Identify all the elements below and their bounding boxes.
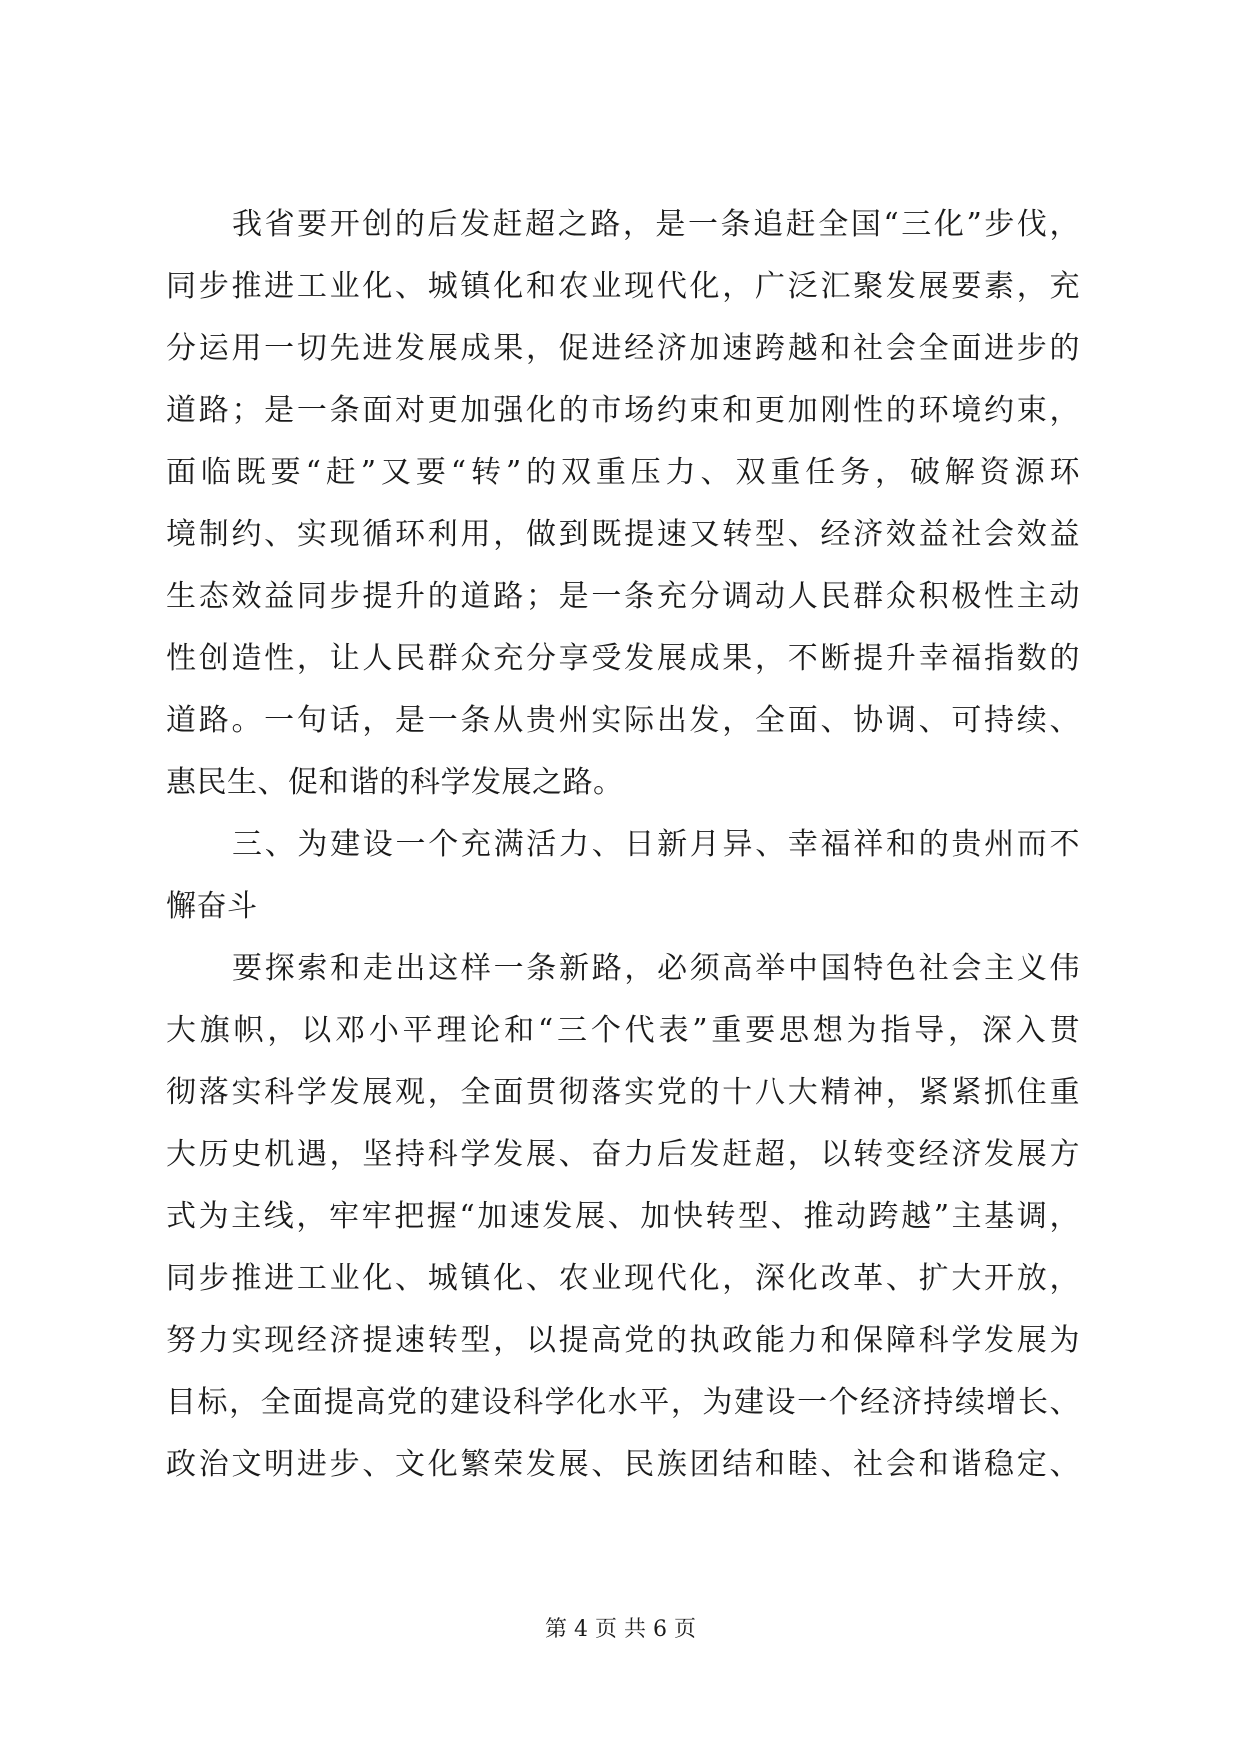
text-line: 努力实现经济提速转型，以提高党的执政能力和保障科学发展为 (166, 1323, 1080, 1358)
text-line: 生态效益同步提升的道路；是一条充分调动人民群众积极性主动 (166, 579, 1080, 614)
text-line: 式为主线，牢牢把握“加速发展、加快转型、推动跨越”主基调， (166, 1199, 1080, 1234)
text-line: 大旗帜，以邓小平理论和“三个代表”重要思想为指导，深入贯 (166, 1013, 1080, 1048)
text-line: 惠民生、促和谐的科学发展之路。 (166, 765, 624, 800)
page-number-footer: 第 4 页 共 6 页 (545, 1617, 696, 1642)
text-line: 彻落实科学发展观，全面贯彻落实党的十八大精神，紧紧抓住重 (166, 1075, 1080, 1110)
text-line: 目标，全面提高党的建设科学化水平，为建设一个经济持续增长、 (166, 1385, 1080, 1420)
text-line: 道路。一句话，是一条从贵州实际出发，全面、协调、可持续、 (166, 703, 1080, 738)
text-line: 性创造性，让人民群众充分享受发展成果，不断提升幸福指数的 (166, 641, 1080, 676)
section-heading-line: 懈奋斗 (166, 889, 258, 924)
text-line: 分运用一切先进发展成果，促进经济加速跨越和社会全面进步的 (166, 331, 1080, 366)
text-line: 境制约、实现循环利用，做到既提速又转型、经济效益社会效益 (166, 517, 1080, 552)
section-heading-line: 三、为建设一个充满活力、日新月异、幸福祥和的贵州而不 (232, 827, 1080, 862)
text-line: 同步推进工业化、城镇化、农业现代化，深化改革、扩大开放， (166, 1261, 1080, 1296)
text-line: 要探索和走出这样一条新路，必须高举中国特色社会主义伟 (232, 951, 1080, 986)
text-line: 同步推进工业化、城镇化和农业现代化，广泛汇聚发展要素，充 (166, 269, 1080, 304)
text-line: 大历史机遇，坚持科学发展、奋力后发赶超，以转变经济发展方 (166, 1137, 1080, 1172)
body-text (166, 194, 1080, 1574)
text-line: 道路；是一条面对更加强化的市场约束和更加刚性的环境约束， (166, 393, 1080, 428)
text-line: 我省要开创的后发赶超之路，是一条追赶全国“三化”步伐， (232, 207, 1080, 242)
text-line: 面临既要“赶”又要“转”的双重压力、双重任务，破解资源环 (166, 455, 1080, 490)
text-line: 政治文明进步、文化繁荣发展、民族团结和睦、社会和谐稳定、 (166, 1447, 1080, 1482)
